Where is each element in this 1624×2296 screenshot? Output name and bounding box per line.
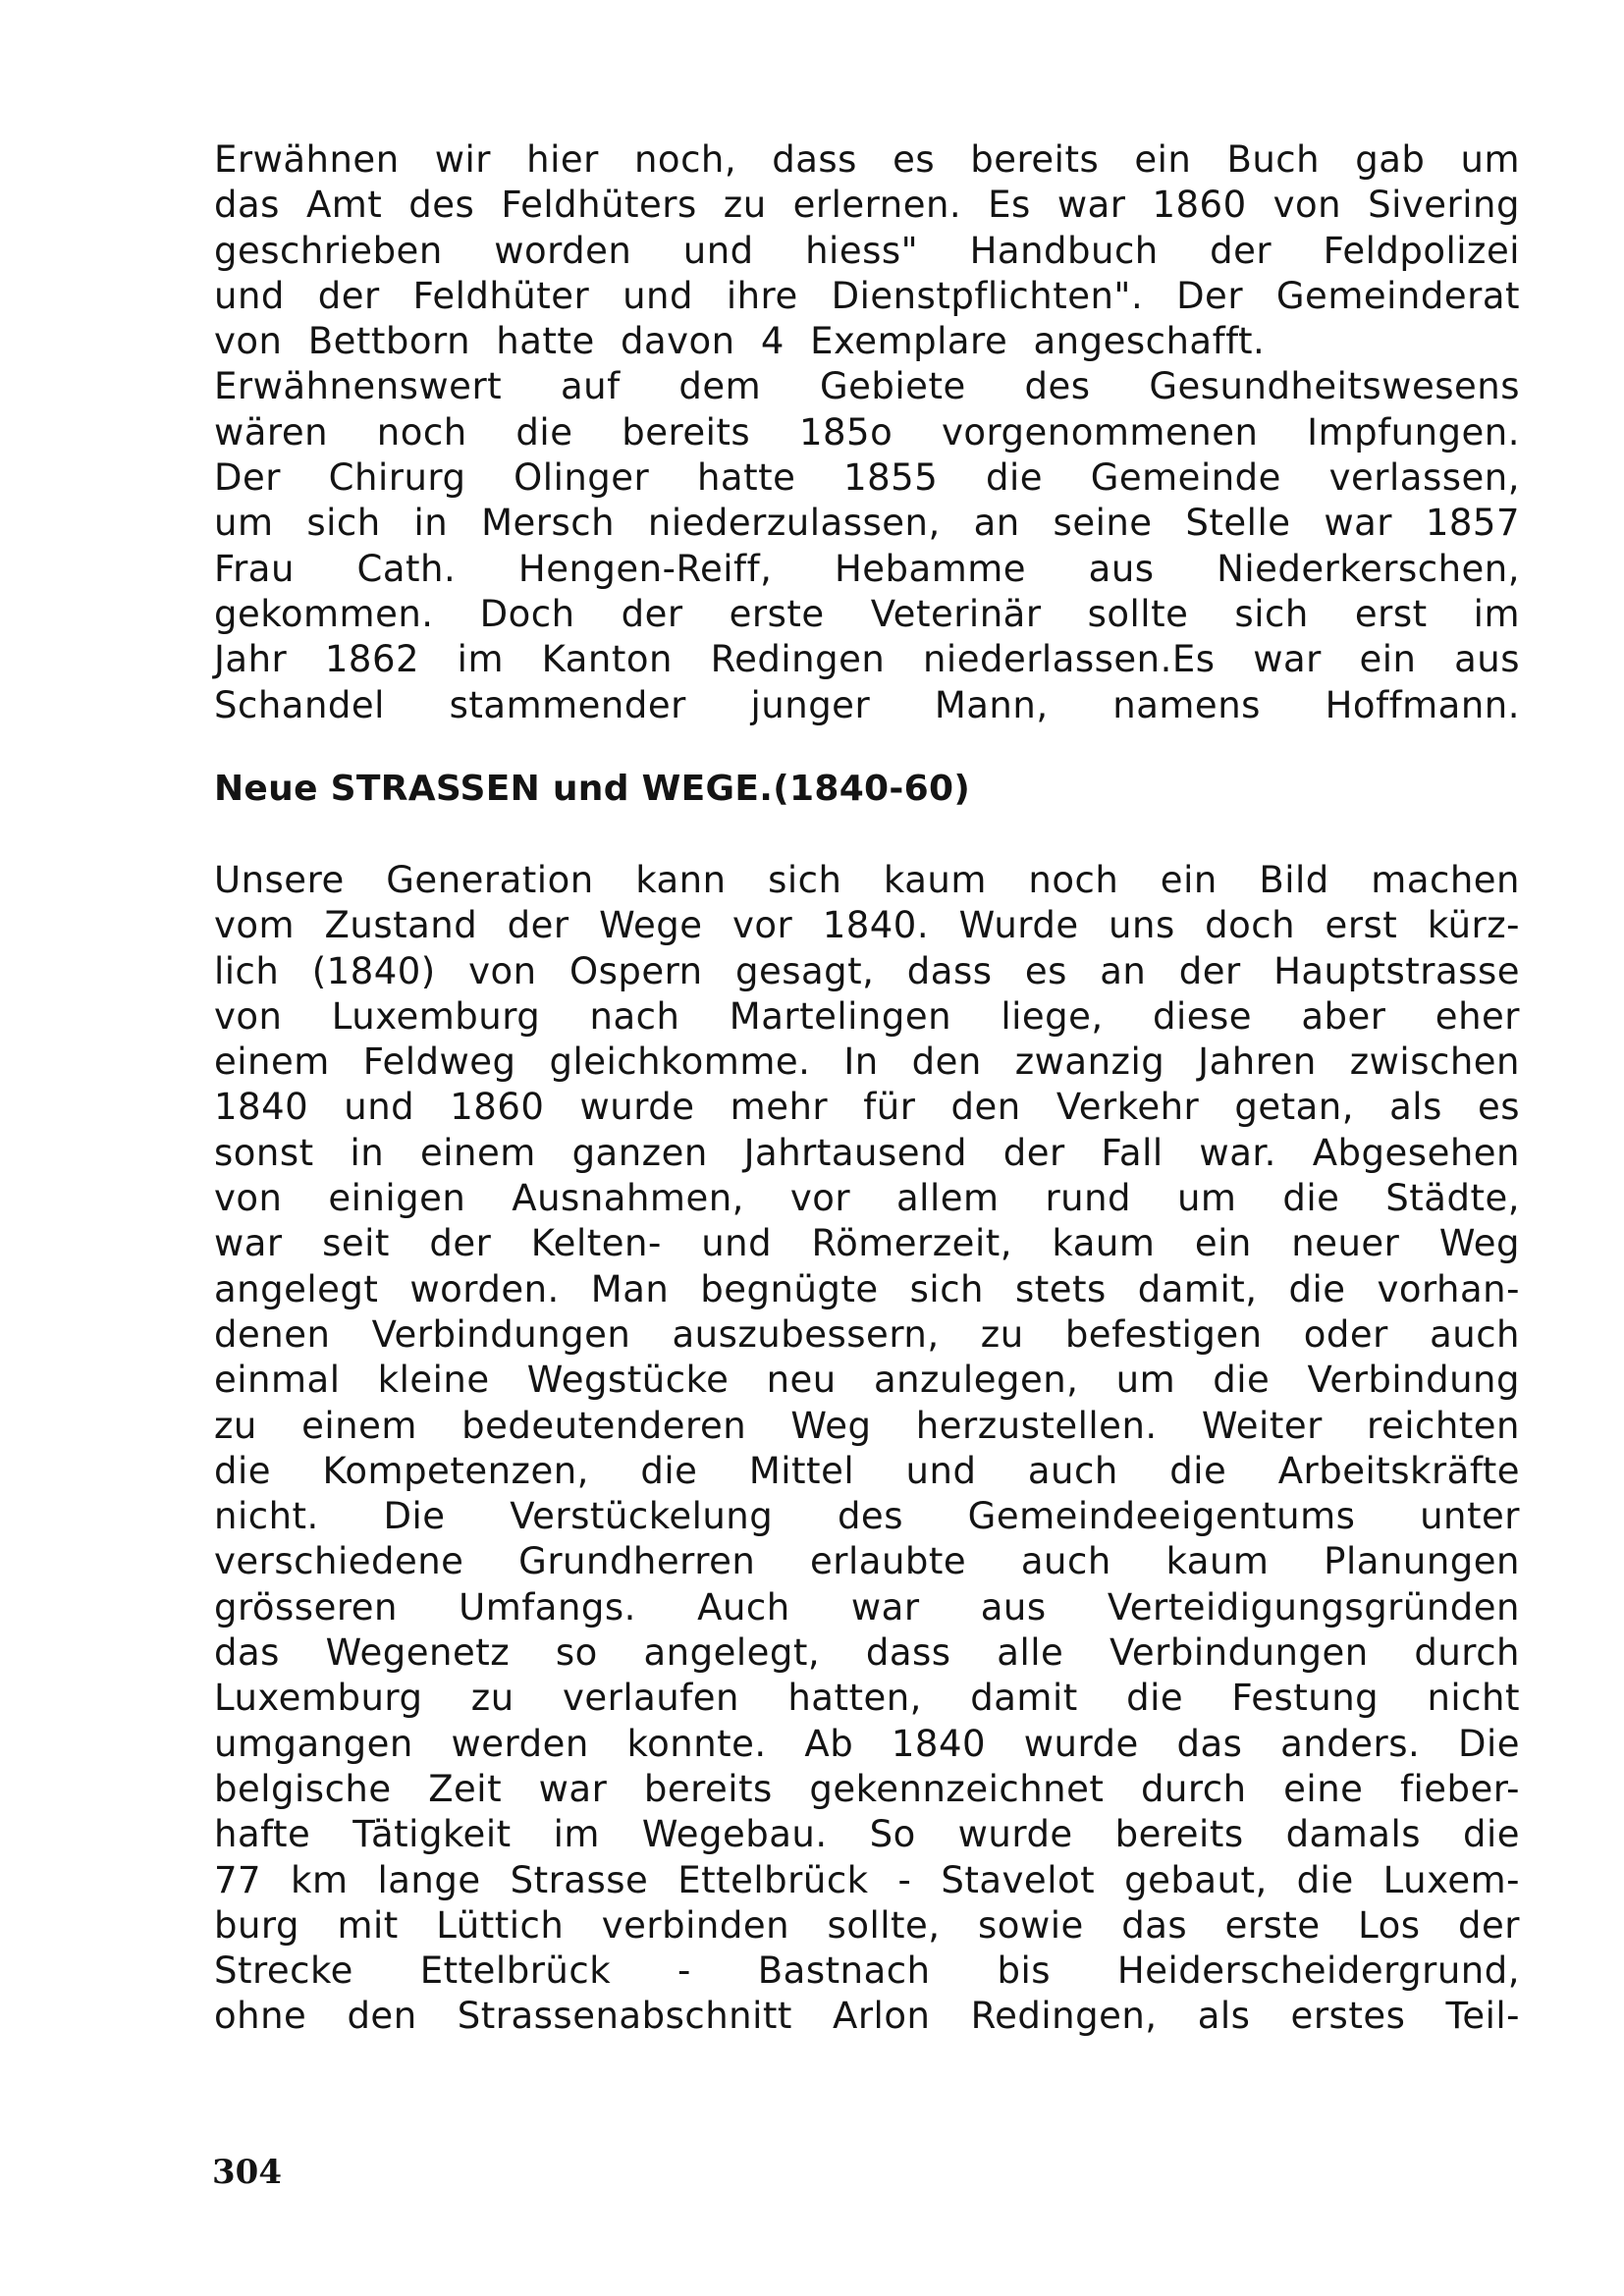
text-line: wären noch die bereits 185o vorgenommenen Impfungen. <box>214 410 1520 454</box>
text-line: das Wegenetz so angelegt, dass alle Verbindungen durch <box>214 1631 1520 1675</box>
text-line: von Luxemburg nach Martelingen liege, diese aber eher <box>214 994 1520 1038</box>
text-line: 77 km lange Strasse Ettelbrück - Stavelot gebaut, die Luxem- <box>214 1858 1520 1901</box>
text-line: nicht. Die Verstückelung des Gemeindeeigentums unter <box>214 1495 1520 1538</box>
text-line: Luxemburg zu verlaufen hatten, damit die Festung nicht <box>214 1677 1520 1720</box>
text-line: einem Feldweg gleichkomme. In den zwanzig Jahren zwischen <box>214 1041 1520 1084</box>
text-line: gekommen. Doch der erste Veterinär sollte sich erst im <box>214 592 1520 635</box>
text-line: und der Feldhüter und ihre Dienstpflichten". Der Gemeinderat <box>214 274 1520 317</box>
text-line: verschiedene Grundherren erlaubte auch kaum Planungen <box>214 1540 1520 1583</box>
text-line: Unsere Generation kann sich kaum noch ein Bild machen <box>214 859 1520 901</box>
text-line: die Kompetenzen, die Mittel und auch die Arbeitskräfte <box>214 1449 1520 1492</box>
text-line: von Bettborn hatte davon 4 Exemplare angeschafft. <box>214 320 1266 363</box>
section-heading: Neue STRASSEN und WEGE.(1840-60) <box>214 769 971 809</box>
text-line: angelegt worden. Man begnügte sich stets damit, die vorhan- <box>214 1267 1520 1310</box>
text-line: vom Zustand der Wege vor 1840. Wurde uns doch erst kürz- <box>214 904 1520 947</box>
text-line: umgangen werden konnte. Ab 1840 wurde das anders. Die <box>214 1722 1520 1765</box>
text-line: das Amt des Feldhüters zu erlernen. Es war 1860 von Sivering <box>214 184 1520 227</box>
text-line: belgische Zeit war bereits gekennzeichnet durch eine fieber- <box>214 1767 1520 1810</box>
text-line: Erwähnen wir hier noch, dass es bereits ein Buch gab um <box>214 138 1520 181</box>
text-line: Jahr 1862 im Kanton Redingen niederlassen.Es war ein aus <box>214 638 1520 681</box>
text-line: Frau Cath. Hengen-Reiff, Hebamme aus Niederkerschen, <box>214 547 1520 590</box>
text-line: Der Chirurg Olinger hatte 1855 die Gemeinde verlassen, <box>214 456 1520 500</box>
text-line: um sich in Mersch niederzulassen, an seine Stelle war 1857 <box>214 502 1520 545</box>
text-line: einmal kleine Wegstücke neu anzulegen, um die Verbindung <box>214 1359 1520 1402</box>
text-line: geschrieben worden und hiess" Handbuch der Feldpolizei <box>214 229 1520 272</box>
text-line: 1840 und 1860 wurde mehr für den Verkehr getan, als es <box>214 1086 1520 1129</box>
text-line: von einigen Ausnahmen, vor allem rund um die Städte, <box>214 1177 1520 1220</box>
paragraph-feldhueter <box>214 137 1520 728</box>
text-line: Schandel stammender junger Mann, namens Hoffmann. <box>214 683 1520 726</box>
text-line: lich (1840) von Ospern gesagt, dass es an der Hauptstrasse <box>214 949 1520 992</box>
text-line: burg mit Lüttich verbinden sollte, sowie das erste Los der <box>214 1903 1520 1947</box>
text-line: ohne den Strassenabschnitt Arlon Redingen, als erstes Teil- <box>214 1995 1520 2038</box>
text-line: hafte Tätigkeit im Wegebau. So wurde bereits damals die <box>214 1813 1520 1856</box>
text-line: sonst in einem ganzen Jahrtausend der Fall war. Abgesehen <box>214 1131 1520 1174</box>
text-line: denen Verbindungen auszubessern, zu befestigen oder auch <box>214 1312 1520 1356</box>
paragraph-strassen <box>214 858 1520 2040</box>
text-line: grösseren Umfangs. Auch war aus Verteidigungsgründen <box>214 1585 1520 1629</box>
text-line: war seit der Kelten- und Römerzeit, kaum ein neuer Weg <box>214 1222 1520 1265</box>
page-number: 304 <box>212 2153 282 2192</box>
text-line: Strecke Ettelbrück - Bastnach bis Heiderscheidergrund, <box>214 1949 1520 1993</box>
text-line: Erwähnenswert auf dem Gebiete des Gesundheitswesens <box>214 365 1520 408</box>
text-line: zu einem bedeutenderen Weg herzustellen. Weiter reichten <box>214 1404 1520 1447</box>
